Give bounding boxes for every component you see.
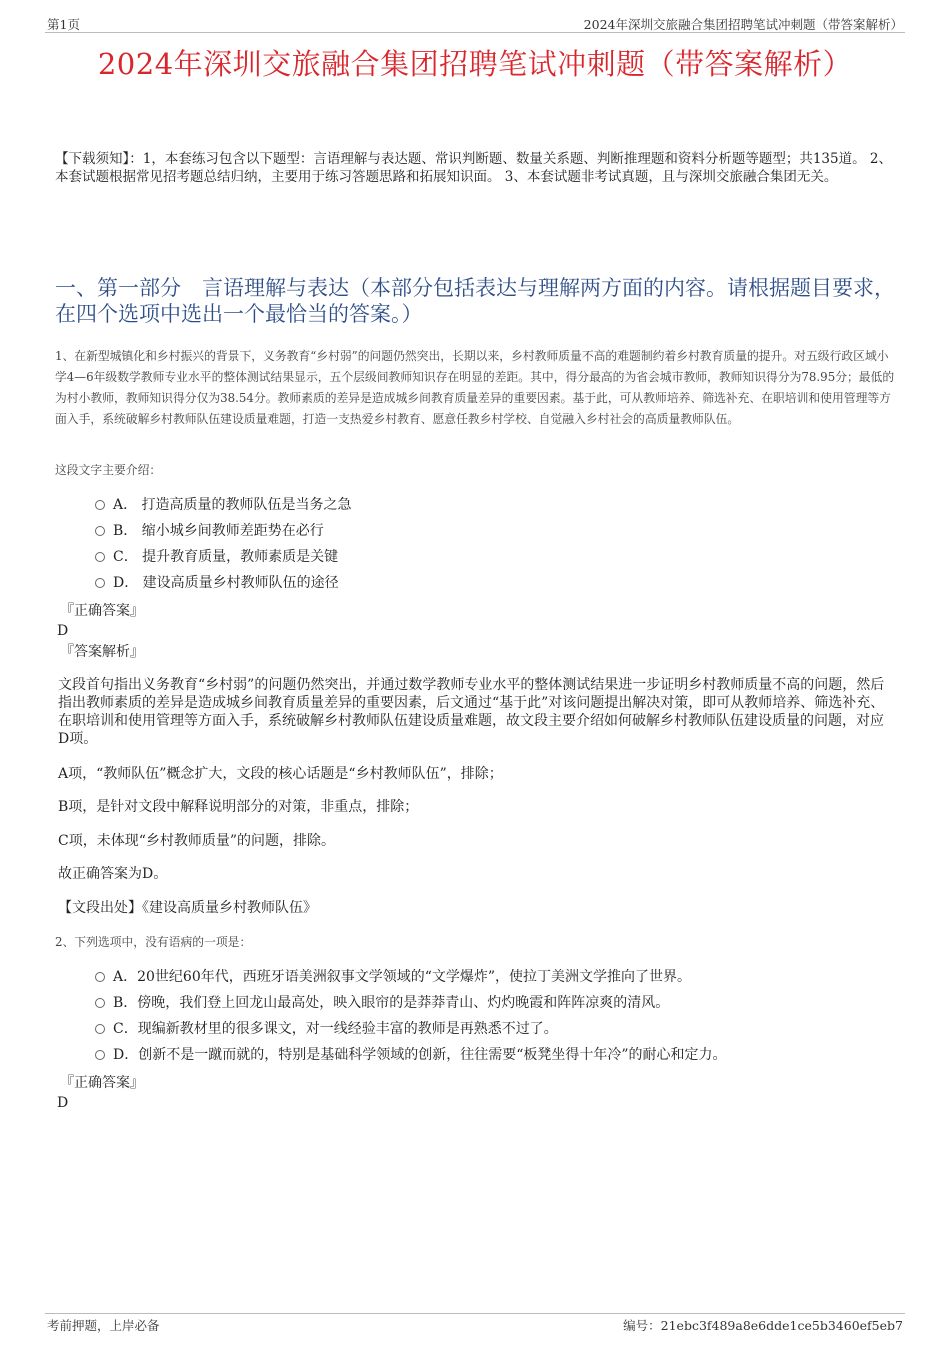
question-1-option-a[interactable]	[95, 494, 895, 520]
question-1-source: 【文段出处】《建设高质量乡村教师队伍》	[58, 900, 317, 916]
question-1-analysis-b: B项，是针对文段中解释说明部分的对策，非重点，排除；	[58, 799, 419, 815]
radio-icon[interactable]	[95, 1050, 105, 1060]
option-label: C． 提升教育质量，教师素质是关键	[113, 549, 339, 565]
question-2-options	[95, 966, 895, 1070]
radio-icon[interactable]	[95, 998, 105, 1008]
option-label: B． 缩小城乡间教师差距势在必行	[113, 523, 324, 539]
question-2-option-d[interactable]	[95, 1044, 895, 1070]
page-footer	[45, 1313, 905, 1334]
page-title: 2024年深圳交旅融合集团招聘笔试冲刺题（带答案解析）	[97, 47, 853, 81]
question-2-answer-label: 『正确答案』	[60, 1075, 144, 1091]
radio-icon[interactable]	[95, 1024, 105, 1034]
radio-icon[interactable]	[95, 526, 105, 536]
question-1-answer-label: 『正确答案』	[60, 603, 144, 619]
question-1-analysis-conclusion: 故正确答案为D。	[58, 866, 168, 882]
question-1-option-c[interactable]	[95, 546, 895, 572]
option-label: A． 打造高质量的教师队伍是当务之急	[113, 497, 352, 513]
question-1-answer: D	[57, 623, 69, 639]
question-1-ask: 这段文字主要介绍：	[55, 463, 162, 477]
download-notice: 【下载须知】：1，本套练习包含以下题型：言语理解与表达题、常识判断题、数量关系题、判断推理题和资料分析题等题型；共135道。 2、本套试题根据常见招考题总结归纳，主要用于练习答题思路和拓展知识面。 3、本套试题非考试真题，且与深圳交旅融合集团无关。	[55, 151, 892, 185]
option-label: A．20世纪60年代，西班牙语美洲叙事文学领域的“文学爆炸”，使拉丁美洲文学推向了世界。	[113, 969, 692, 985]
header-doc-title: 2024年深圳交旅融合集团招聘笔试冲刺题（带答案解析）	[583, 17, 903, 32]
radio-icon[interactable]	[95, 972, 105, 982]
page-number: 第1页	[47, 17, 80, 32]
question-2-option-a[interactable]	[95, 966, 895, 992]
option-label: D． 建设高质量乡村教师队伍的途径	[113, 575, 339, 591]
question-1-analysis-main: 文段首句指出义务教育“乡村弱”的问题仍然突出，并通过数学教师专业水平的整体测试结果进一步证明乡村教师质量不高的问题，然后指出教师素质的差异是造成城乡间教育质量差异的重要因素，后文通过“基于此”对该问题提出解决对策，即可从教师培养、筛选补充、在职培训和使用管理等方面入手，系统破解乡村教师队伍建设质量难题，故文段主要介绍如何破解乡村教师队伍建设质量的问题，对应D项。	[58, 677, 885, 747]
question-1-analysis-c: C项，未体现“乡村教师质量”的问题，排除。	[58, 833, 336, 849]
section-title: 一、第一部分 言语理解与表达（本部分包括表达与理解两方面的内容。请根据题目要求，在四个选项中选出一个最恰当的答案。）	[55, 276, 895, 326]
question-2-option-c[interactable]	[95, 1018, 895, 1044]
question-1-options	[95, 494, 895, 598]
question-2-option-b[interactable]	[95, 992, 895, 1018]
question-2-answer: D	[57, 1095, 69, 1111]
footer-slogan: 考前押题，上岸必备	[47, 1318, 160, 1333]
radio-icon[interactable]	[95, 500, 105, 510]
question-1-analysis-a: A项，“教师队伍”概念扩大，文段的核心话题是“乡村教师队伍”，排除；	[58, 766, 503, 782]
question-1-option-d[interactable]	[95, 572, 895, 598]
radio-icon[interactable]	[95, 552, 105, 562]
option-label: D．创新不是一蹴而就的，特别是基础科学领域的创新，往往需要“板凳坐得十年冷”的耐心和定力。	[113, 1047, 727, 1063]
footer-serial: 编号：21ebc3f489a8e6dde1ce5b3460ef5eb7	[623, 1318, 903, 1333]
radio-icon[interactable]	[95, 578, 105, 588]
page-header	[45, 14, 905, 33]
question-1-text: 1、在新型城镇化和乡村振兴的背景下，义务教育“乡村弱”的问题仍然突出，长期以来，乡村教师质量不高的难题制约着乡村教育质量的提升。对五级行政区域小学4—6年级数学教师专业水平的整体测试结果显示，五个层级间教师知识存在明显的差距。其中，得分最高的为省会城市教师，教师知识得分为78.95分；最低的为村小教师，教师知识得分仅为38.54分。教师素质的差异是造成城乡间教育质量差异的重要因素。基于此，可从教师培养、筛选补充、在职培训和使用管理等方面入手，系统破解乡村教师队伍建设质量难题，打造一支热爱乡村教育、愿意任教乡村学校、自觉融入乡村社会的高质量教师队伍。	[55, 349, 895, 426]
question-2-text: 2、下列选项中，没有语病的一项是：	[55, 935, 252, 949]
option-label: C．现编新教材里的很多课文，对一线经验丰富的教师是再熟悉不过了。	[113, 1021, 558, 1037]
question-1-analysis-label: 『答案解析』	[60, 644, 144, 660]
option-label: B．傍晚，我们登上回龙山最高处，映入眼帘的是莽莽青山、灼灼晚霞和阵阵凉爽的清风。	[113, 995, 670, 1011]
question-1-option-b[interactable]	[95, 520, 895, 546]
